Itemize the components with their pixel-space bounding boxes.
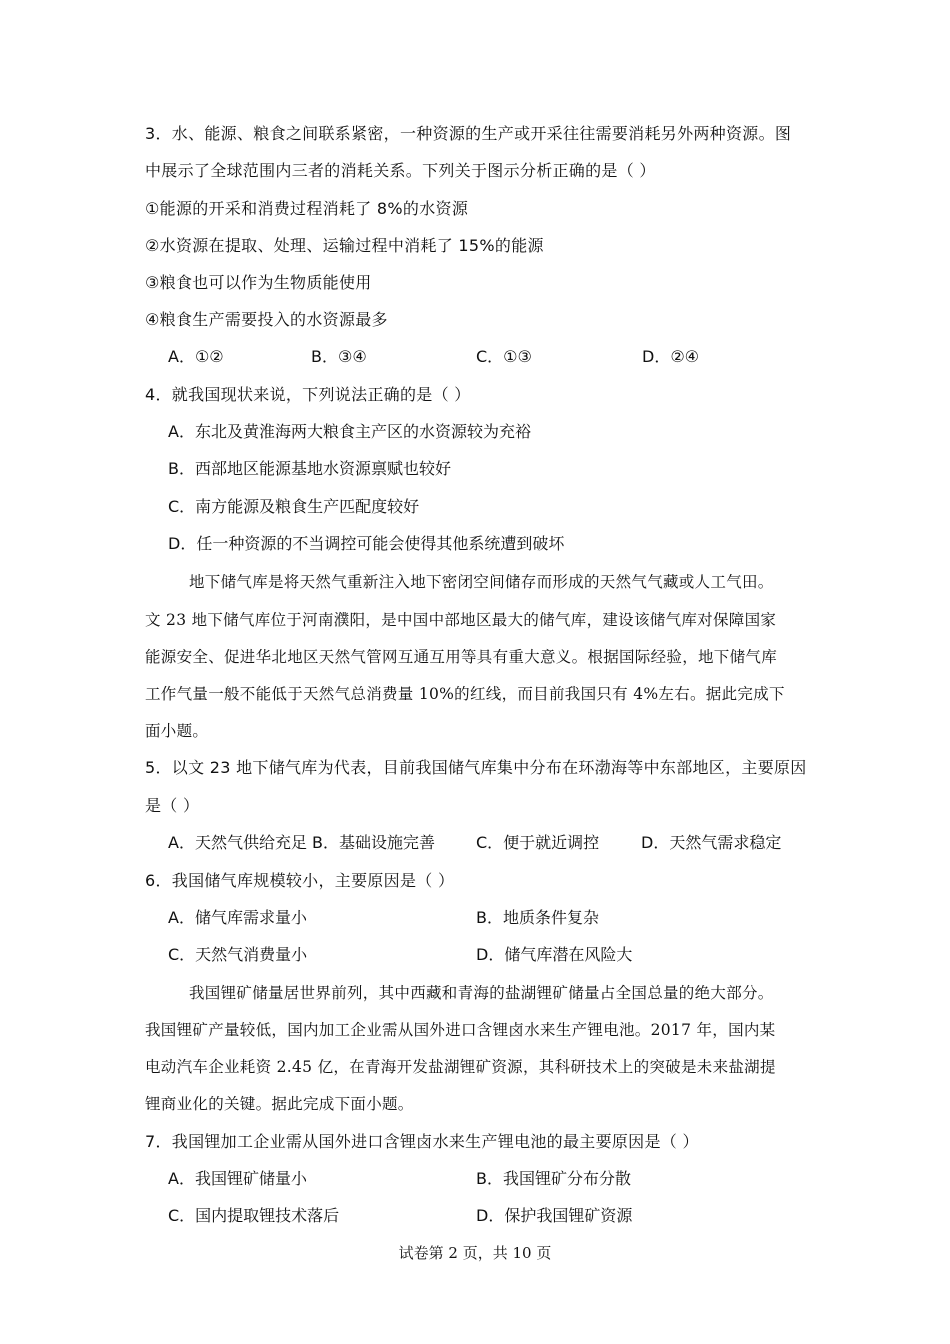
q7-stem: 7．我国锂加工企业需从国外进口含锂卤水来生产锂电池的最主要原因是（ ） <box>145 1132 699 1151</box>
q5-option-d: D．天然气需求稳定 <box>641 833 782 852</box>
q7-option-b: B．我国锂矿分布分散 <box>476 1169 631 1188</box>
passage2-line3: 电动汽车企业耗资 2.45 亿，在青海开发盐湖锂矿资源，其科研技术上的突破是未来盐湖提 <box>145 1058 776 1076</box>
q5-stem-line2: 是（ ） <box>145 796 200 815</box>
q3-option-d: D．②④ <box>642 347 700 366</box>
q7-option-d: D．保护我国锂矿资源 <box>476 1206 633 1225</box>
q3-option-b: B．③④ <box>311 347 367 366</box>
q4-stem: 4．就我国现状来说，下列说法正确的是（ ） <box>145 385 471 404</box>
q6-option-a: A．储气库需求量小 <box>168 908 307 927</box>
passage2-line1: 我国锂矿储量居世界前列，其中西藏和青海的盐湖锂矿储量占全国总量的绝大部分。 <box>189 984 774 1002</box>
q7-option-c: C．国内提取锂技术落后 <box>168 1206 340 1225</box>
q3-statement-3: ③粮食也可以作为生物质能使用 <box>145 273 372 292</box>
q7-option-a: A．我国锂矿储量小 <box>168 1169 307 1188</box>
q5-stem-line1: 5．以文 23 地下储气库为代表，目前我国储气库集中分布在环渤海等中东部地区，主要原因 <box>145 758 807 777</box>
q5-option-c: C．便于就近调控 <box>476 833 600 852</box>
q3-statement-4: ④粮食生产需要投入的水资源最多 <box>145 310 388 329</box>
q6-option-c: C．天然气消费量小 <box>168 945 308 964</box>
q3-stem-line1: 3．水、能源、粮食之间联系紧密，一种资源的生产或开采往往需要消耗另外两种资源。图 <box>145 124 792 143</box>
passage1-line5: 面小题。 <box>145 722 209 740</box>
q3-statement-1: ①能源的开采和消费过程消耗了 8%的水资源 <box>145 199 469 218</box>
q4-option-d: D．任一种资源的不当调控可能会使得其他系统遭到破坏 <box>168 534 565 553</box>
q4-option-a: A．东北及黄淮海两大粮食主产区的水资源较为充裕 <box>168 422 531 441</box>
q3-stem-line2: 中展示了全球范围内三者的消耗关系。下列关于图示分析正确的是（ ） <box>145 161 656 180</box>
passage2-line2: 我国锂矿产量较低，国内加工企业需从国外进口含锂卤水来生产锂电池。2017 年，国内某 <box>145 1021 776 1039</box>
q3-option-c: C．①③ <box>476 347 532 366</box>
q3-option-a: A．①② <box>168 347 224 366</box>
passage1-line1: 地下储气库是将天然气重新注入地下密闭空间储存而形成的天然气气藏或人工气田。 <box>189 573 774 591</box>
passage1-line4: 工作气量一般不能低于天然气总消费量 10%的红线，而目前我国只有 4%左右。据此完成下 <box>145 685 785 703</box>
q5-option-a: A．天然气供给充足 <box>168 833 307 852</box>
q6-option-d: D．储气库潜在风险大 <box>476 945 633 964</box>
q4-option-b: B．西部地区能源基地水资源禀赋也较好 <box>168 459 451 478</box>
q6-option-b: B．地质条件复杂 <box>476 908 599 927</box>
page-footer: 试卷第 2 页，共 10 页 <box>398 1244 552 1262</box>
q5-option-b: B．基础设施完善 <box>312 833 435 852</box>
passage1-line2: 文 23 地下储气库位于河南濮阳，是中国中部地区最大的储气库，建设该储气库对保障国家 <box>145 611 777 629</box>
q3-statement-2: ②水资源在提取、处理、运输过程中消耗了 15%的能源 <box>145 236 544 255</box>
q6-stem: 6．我国储气库规模较小，主要原因是（ ） <box>145 871 455 890</box>
q4-option-c: C．南方能源及粮食生产匹配度较好 <box>168 497 420 516</box>
passage2-line4: 锂商业化的关键。据此完成下面小题。 <box>145 1095 414 1113</box>
passage1-line3: 能源安全、促进华北地区天然气管网互通互用等具有重大意义。根据国际经验，地下储气库 <box>145 648 778 666</box>
